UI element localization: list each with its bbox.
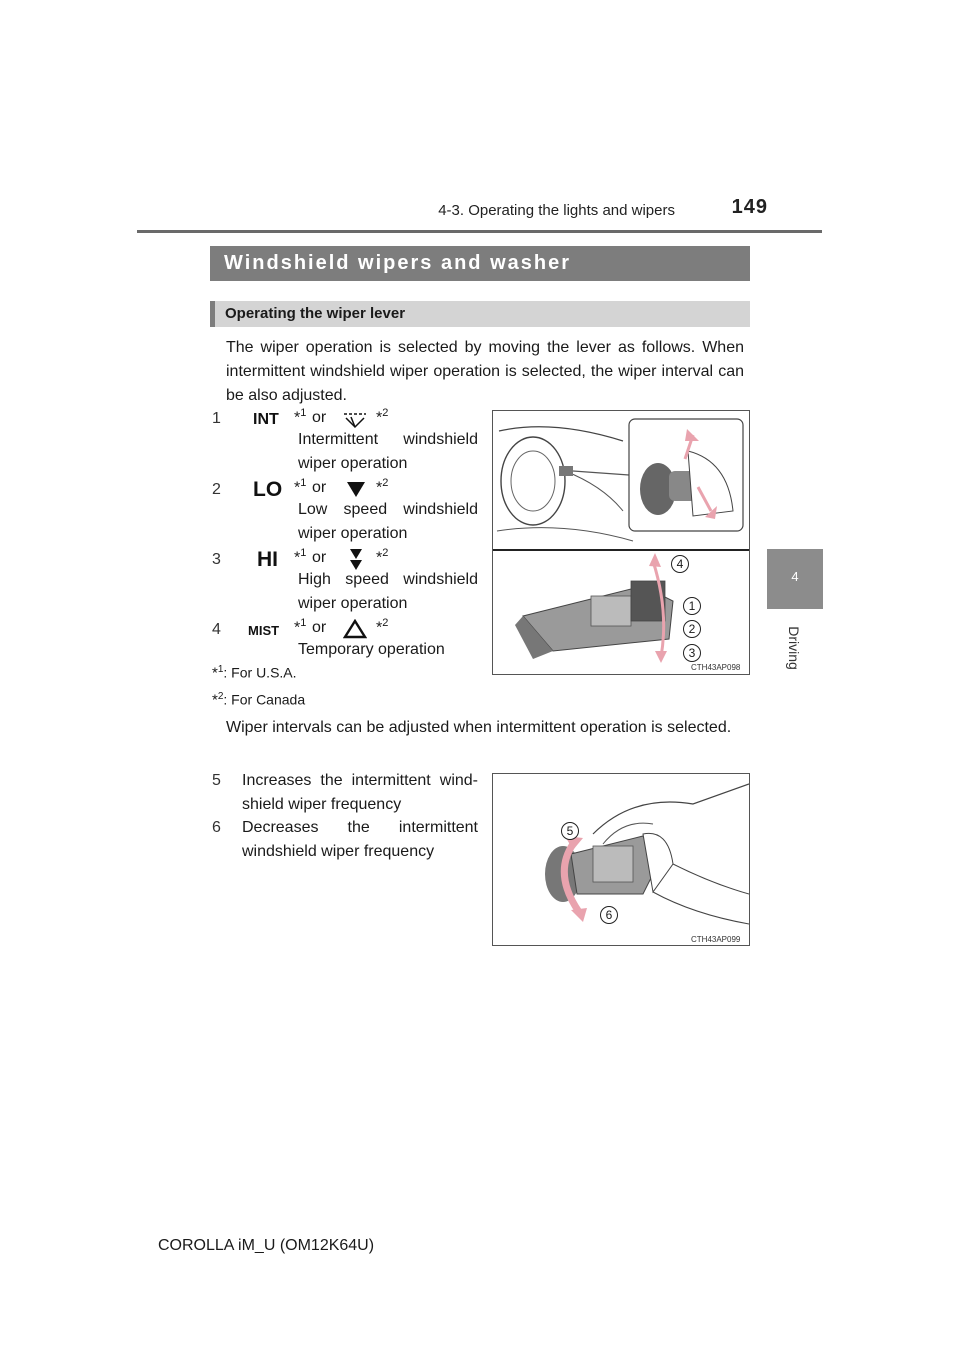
star-ref-1: *$^1$ — [294, 407, 307, 427]
chapter-label — [782, 620, 808, 680]
wiper-mode-item-int — [212, 406, 487, 474]
footer-model: COROLLA iM_U (OM12K64U) — [158, 1237, 375, 1254]
low-speed-triangle-icon — [345, 480, 367, 498]
star-ref-2: *$^2$ — [376, 477, 389, 497]
or-text: or — [312, 549, 327, 566]
wiper-mode-item-lo — [212, 476, 487, 544]
star-ref-1: *$^1$ — [294, 547, 307, 567]
wiper-mode-item-hi — [212, 546, 487, 614]
main-heading-text: Windshield wipers and washer — [224, 252, 571, 274]
hi-symbol: HI — [257, 548, 278, 571]
star-ref-1: *$^1$ — [294, 617, 307, 637]
star-ref-1: *$^1$ — [294, 477, 307, 497]
star-ref-2: *$^2$ — [376, 617, 389, 637]
footnote-canada: *$^2$: For Canada — [212, 691, 306, 709]
page-number: 149 — [731, 196, 768, 218]
figure-code: CTH43AP099 — [691, 935, 741, 944]
item-marker: 3 — [212, 551, 221, 568]
item-marker: 4 — [212, 621, 221, 638]
callout-3: 3 — [683, 644, 701, 662]
star-ref-2: *$^2$ — [376, 407, 389, 427]
or-text: or — [312, 409, 327, 426]
figure-code: CTH43AP098 — [691, 663, 741, 672]
item-description: Temporary operation — [298, 641, 445, 658]
intro-paragraph: The wiper operation is selected by moving the lever as follows. When intermittent windshield wiper operation is selected, the wiper interval can be also adjusted. — [226, 339, 744, 404]
item-marker: 5 — [212, 772, 221, 789]
wiper-interval-illustration — [493, 774, 749, 945]
callout-4: 4 — [671, 555, 689, 573]
intermittent-wiper-icon — [340, 408, 370, 430]
interval-item-decrease — [212, 816, 480, 864]
section-title: 4-3. Operating the lights and wipers — [438, 202, 675, 219]
wiper-lever-figure — [492, 410, 750, 675]
or-text: or — [312, 619, 327, 636]
wiper-interval-figure — [492, 773, 750, 946]
item-description: Low speed windshield wiper operation — [298, 501, 478, 542]
item-marker: 1 — [212, 410, 221, 427]
item-description: Decreases the intermittent windshield wiper frequency — [242, 819, 478, 860]
wiper-mode-item-mist — [212, 616, 487, 664]
item-marker: 6 — [212, 819, 221, 836]
item-marker: 2 — [212, 481, 221, 498]
sub-heading — [210, 301, 750, 327]
callout-1: 1 — [683, 597, 701, 615]
chapter-tab[interactable] — [767, 549, 823, 609]
chapter-label-text: Driving — [786, 626, 802, 670]
main-heading — [210, 246, 750, 281]
footnote-usa: *$^1$: For U.S.A. — [212, 664, 297, 682]
lo-symbol: LO — [253, 478, 283, 501]
chapter-number: 4 — [791, 569, 799, 584]
callout-5: 5 — [561, 822, 579, 840]
wiper-lever-illustration — [493, 411, 749, 674]
item-description: High speed windshield wiper operation — [298, 571, 478, 612]
sub-heading-text: Operating the wiper lever — [225, 305, 406, 322]
mist-outline-triangle-icon — [343, 619, 367, 639]
item-description: Increases the intermittent wind- shield wiper frequency — [242, 772, 478, 813]
callout-2: 2 — [683, 620, 701, 638]
int-symbol: INT — [253, 411, 279, 428]
star-ref-2: *$^2$ — [376, 547, 389, 567]
interval-paragraph: Wiper intervals can be adjusted when intermittent operation is selected. — [226, 719, 732, 736]
item-description: Intermittent windshield wiper operation — [298, 431, 478, 472]
or-text: or — [312, 479, 327, 496]
callout-6: 6 — [600, 906, 618, 924]
interval-item-increase — [212, 769, 480, 817]
mist-symbol: MIST — [248, 623, 280, 638]
header-rule — [137, 230, 822, 233]
